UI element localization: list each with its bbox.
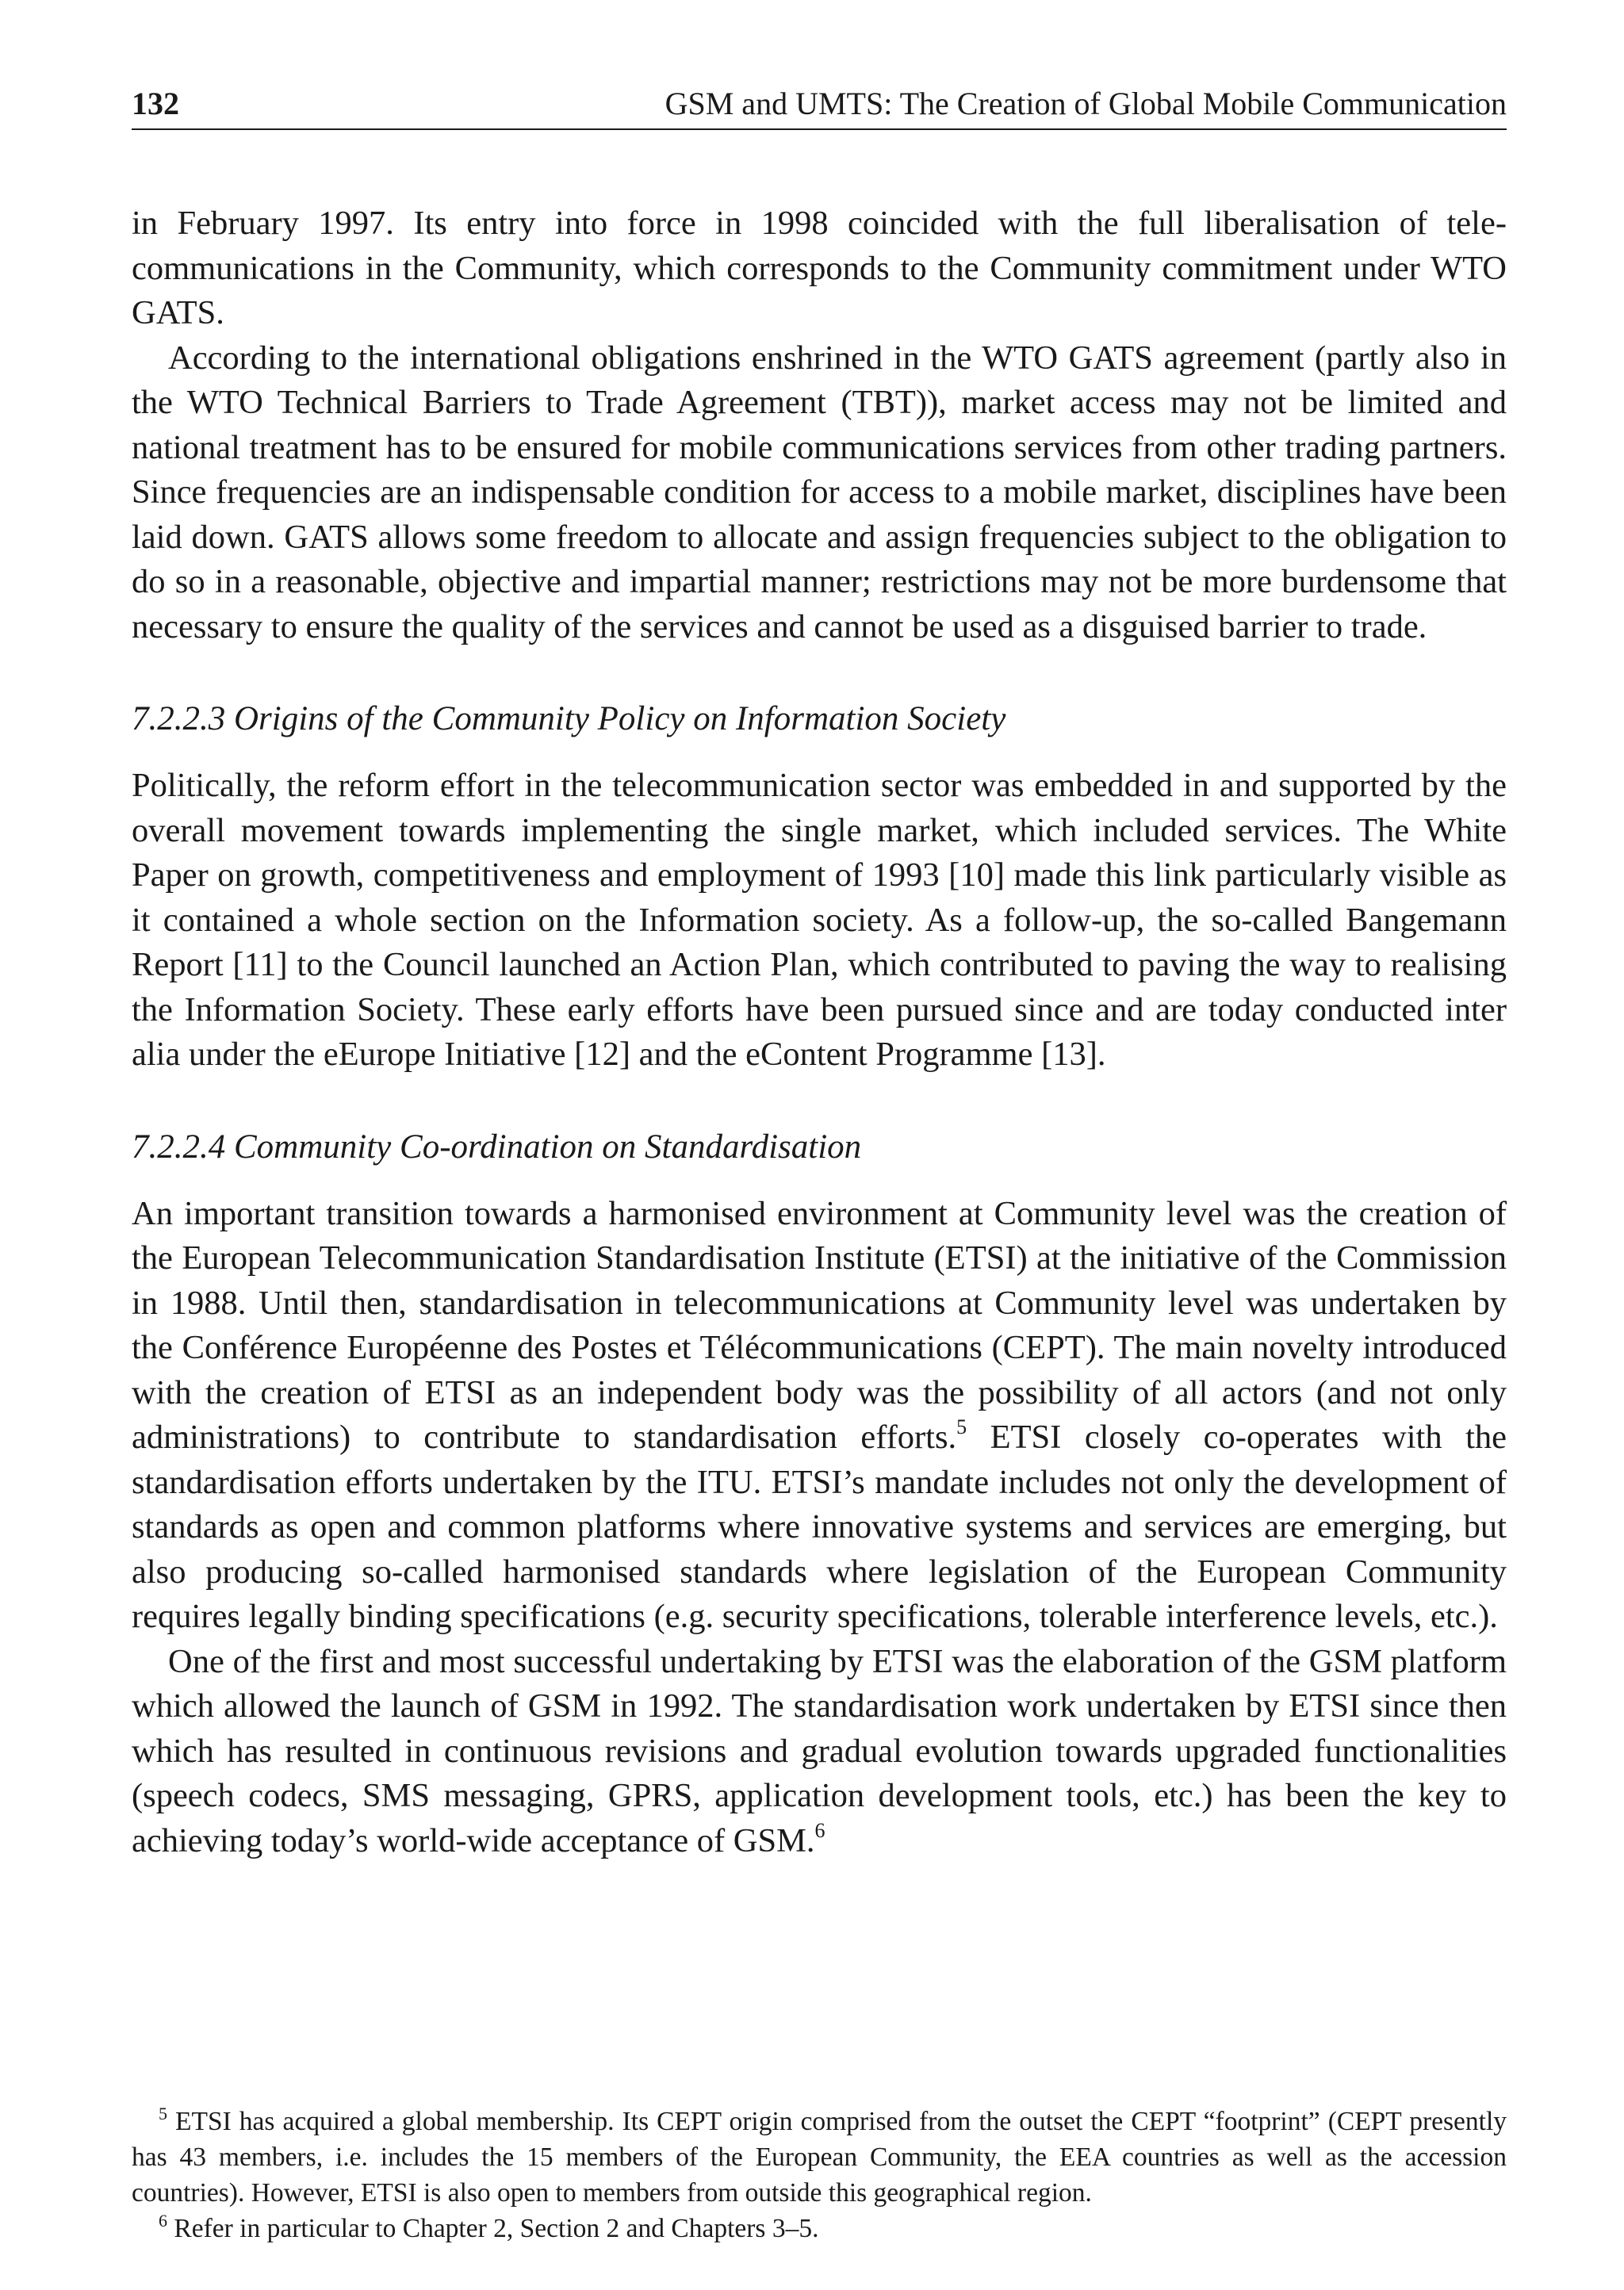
footnote-5-text: ETSI has acquired a global membership. Its CEPT origin comprised from the outset the CEPT “footprint” (CEPT presently has 43 members, i.e. includes the 15 members of the European Community, the EEA countries as well as the accession countries). However, ETSI is also open to members from outside this geographical region. (132, 2107, 1507, 2208)
page (132, 0, 1507, 2290)
footnote-6-text: Refer in particular to Chapter 2, Section 2 and Chapters 3–5. (167, 2214, 819, 2243)
footnote-ref-5[interactable]: 5 (956, 1415, 967, 1438)
section-heading-7-2-2-3: 7.2.2.3 Origins of the Community Policy on Information Society (132, 700, 1006, 737)
paragraph-gsm-platform (132, 1640, 1507, 1864)
footnote-6-number: 6 (159, 2211, 167, 2231)
paragraph-etsi-creation-part2: ETSI closely co-operates with the standardisation efforts undertaken by the ITU. ETSI’s mandate includes not only the development of standards as open and common platforms where innovative systems and services are emerging, but also producing so-called harmonised standards where legislation of the European Community requires legally binding specifications (e.g. security specifications, tolerable interference levels, etc.). (132, 1419, 1507, 1635)
paragraph-gsm-platform-text: One of the first and most successful undertaking by ETSI was the elaboration of the GSM platform which allowed the launch of GSM in 1992. The standardisation work undertaken by ETSI since then which has resulted in continuous revisions and gradual evolution towards upgraded functionalities (speech codecs, SMS messaging, GPRS, application development tools, etc.) has been the key to achieving today’s world-wide acceptance of GSM. (132, 1642, 1507, 1859)
footnote-5-number: 5 (159, 2104, 167, 2123)
running-head (132, 79, 1507, 130)
paragraph-etsi-creation (132, 1192, 1507, 1640)
footnotes (132, 2104, 1507, 2246)
paragraph-continuation: in February 1997. Its entry into force in 1998 coincided with the full liberalisation of telecommunications in the Community, which corresponds to the Community commitment under WTO GATS. (132, 205, 1507, 331)
footnote-6 (132, 2211, 1507, 2246)
paragraph-wto-gats: According to the international obligations enshrined in the WTO GATS agreement (partly also in the WTO Technical Barriers to Trade Agreement (TBT)), market access may not be limited and national treatment has to be ensured for mobile communications services from other trading partners. Since frequencies are an indispensable condition for access to a mobile market, disciplines have been laid down. GATS allows some freedom to allocate and assign frequencies subject to the obligation to do so in a reasonable, objective and impartial manner; restrictions may not be more burdensome that necessary to ensure the quality of the services and cannot be used as a disguised barrier to trade. (132, 339, 1507, 645)
footnote-ref-6[interactable]: 6 (814, 1818, 825, 1842)
footnote-5 (132, 2104, 1507, 2211)
page-number: 132 (132, 86, 179, 121)
paragraph-etsi-creation-part1: An important transition towards a harmonised environment at Community level was the creation of the European Telecommunication Standardisation Institute (ETSI) at the initiative of the Commission in 1988. Until then, standardisation in telecommunications at Community level was undertaken by the Conférence Européenne des Postes et Télécommunications (CEPT). The main novelty introduced with the creation of ETSI as an independent body was the possibility of all actors (and not only administrations) to contribute to standardisation efforts. (132, 1194, 1507, 1456)
body-text (132, 201, 1507, 1863)
running-title: GSM and UMTS: The Creation of Global Mobile Communication (665, 86, 1507, 121)
section-heading-7-2-2-4: 7.2.2.4 Community Co-ordination on Standardisation (132, 1128, 862, 1166)
paragraph-information-society: Politically, the reform effort in the telecommunication sector was embedded in and supported by the overall movement towards implementing the single market, which included services. The White Paper on growth, competitiveness and employment of 1993 [10] made this link particularly visible as it contained a whole section on the Information society. As a follow-up, the so-called Bangemann Report [11] to the Council launched an Action Plan, which contributed to paving the way to realising the Information Society. These early efforts have been pursued since and are today conducted inter alia under the eEurope Initiative [12] and the eContent Programme [13]. (132, 767, 1507, 1073)
